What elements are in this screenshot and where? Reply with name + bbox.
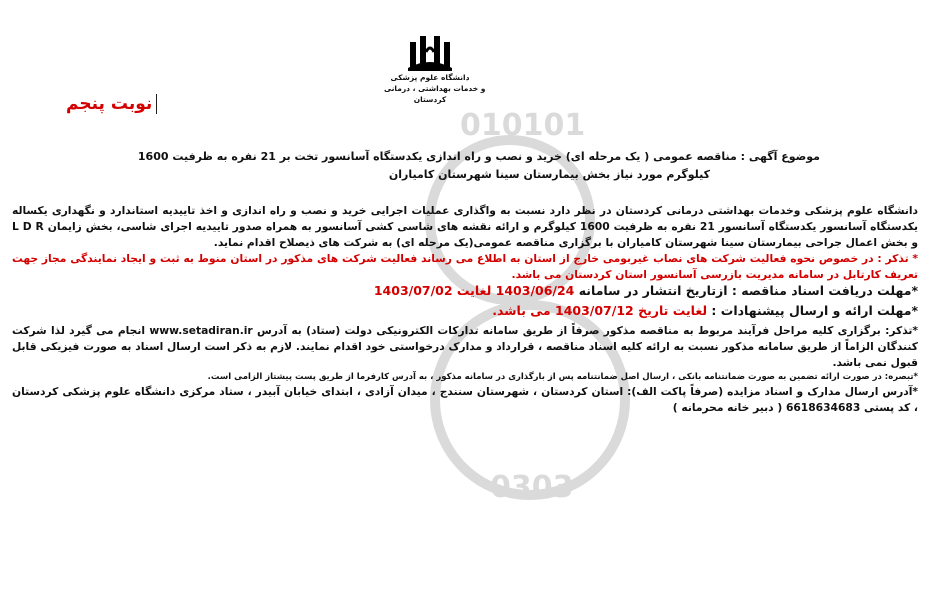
notice-subject [40, 148, 820, 184]
paragraph-address: *آدرس ارسال مدارک و اسناد مزایده (صرفاً پاکت الف): استان کردستان ، شهرستان سنندج ، میدان آزادی ، ابتدای خیابان آبیدر ، ستاد مرکزی دانشگاه علوم پزشکی کردستان ، کد پستی 6618634683 ( دبیر خانه محرمانه ) [12, 385, 918, 414]
round-label: نوبت پنجم [66, 94, 157, 114]
paragraph-warning: * تذکر : در خصوص نحوه فعالیت شرکت های نصاب غیربومی خارج از استان به اطلاع می رساند فعالیت شرکت های مذکور در استان منوط به ثبت و ایجاد نمایندگی مجاز جهت تعریف کارتابل در سامانه مدیریت بازرسی آسانسور استان کردستان می باشد. [12, 252, 918, 281]
paragraph-intro: دانشگاه علوم پزشکی وخدمات بهداشتی درمانی کردستان در نظر دارد نسبت به واگذاری عملیات اجرایی خرید و نصب و راه اندازی و اخذ تاییدیه استاندارد و نگهداری یکساله یکدستگاه آسانسور یکدستگاه آسانسور 21 نفره به ظرفیت 1600 کیلوگرم و ارائه نقشه های شاسی کشی آسانسور به همراه صدور تاییدیه اجرای شاسی، بخش زایمان L D R و بخش اعمال جراحی بیمارستان سینا شهرستان کامیاران با برگزاری مناقصه عمومی(یک مرحله ای) به شرکت های ذیصلاح اقدام نماید. [12, 204, 918, 249]
proposal-deadline-text: لغایت تاریخ [633, 303, 708, 318]
notice-body [12, 203, 918, 416]
proposal-deadline-end: می باشد. [492, 303, 555, 318]
document-deadline-mid: لغایت [452, 283, 496, 298]
paragraph-document-deadline [12, 283, 918, 299]
paragraph-guarantee-note: *تبصره: در صورت ارائه تضمین به صورت ضمانتنامه بانکی ، ارسال اصل ضمانتنامه پس از بارگذاری در سامانه مذکور ، به آدرس کارفرما از طریق پست پیشتاز الزامی است. [207, 372, 918, 382]
logo-line-2: و خدمات بهداشتی ، درمانی [384, 84, 486, 93]
watermark-digits-2: 0303 [490, 470, 574, 505]
proposal-deadline-date: 1403/07/12 [555, 303, 634, 318]
watermark-digits-1: 010101 [460, 108, 586, 143]
paragraph-proposal-deadline [12, 303, 918, 319]
logo-line-3: کردستان [413, 95, 447, 104]
subject-line-2: کیلوگرم مورد نیاز بخش بیمارستان سینا شهرستان کامیاران [388, 168, 710, 181]
document-deadline-label: *مهلت دریافت اسناد مناقصه : ازتاریخ انتشار در سامانه [574, 283, 918, 298]
subject-line-1: موضوع آگهی : مناقصه عمومی ( یک مرحله ای) خرید و نصب و راه اندازی یکدستگاه آسانسور تخت بر 21 نفره به ظرفیت 1600 [137, 150, 820, 163]
paragraph-setad-note: *تذکر: برگزاری کلیه مراحل فرآیند مربوط به مناقصه مذکور صرفاً از طریق سامانه تدارکات الکترونیکی دولت (ستاد) به آدرس www.setadiran.ir انجام می گیرد لذا شرکت کنندگان الزاماً از طریق سامانه مذکور نسبت به ارائه کلیه اسناد مناقصه ، قرارداد و مدارک درخواستی خود اقدام نمایند. لازم به ذکر است ارسال اسناد به صورت فیزیکی قابل قبول نمی باشد. [12, 324, 918, 369]
document-deadline-to: 1403/07/02 [373, 283, 453, 298]
proposal-deadline-label: *مهلت ارائه و ارسال پیشنهادات : [707, 303, 918, 318]
document-deadline-from: 1403/06/24 [495, 283, 575, 298]
logo-line-1: دانشگاه علوم پزشکی [390, 73, 470, 82]
university-emblem-icon [406, 32, 454, 72]
university-logo [384, 32, 486, 105]
